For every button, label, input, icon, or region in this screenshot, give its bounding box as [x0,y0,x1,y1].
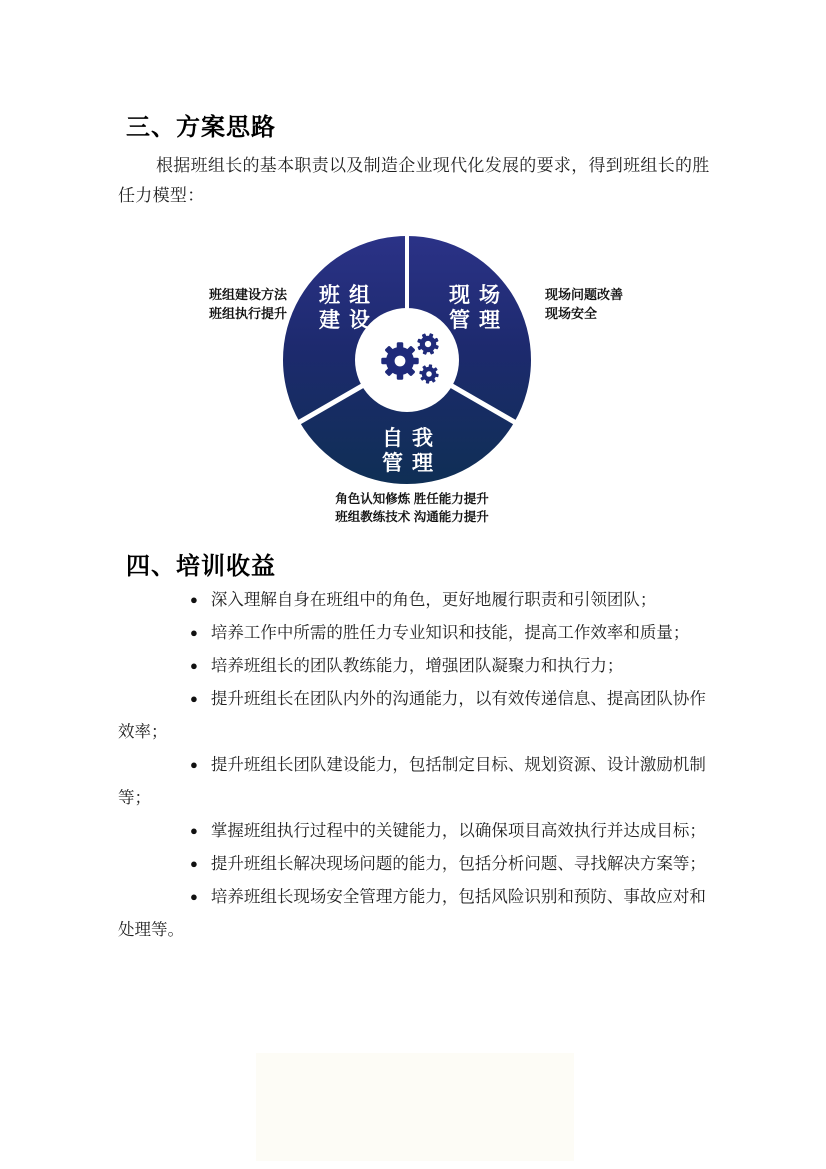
benefit-text: 培养班组长的团队教练能力，增强团队凝聚力和执行力； [210,657,624,675]
gear-large-icon [381,342,418,379]
benefit-text: 提升班组长团队建设能力，包括制定目标、规划资源、设计激励机制等； [118,756,706,807]
team-building-label-line1: 班组 [319,284,379,307]
team-building-side-label-line2: 班组执行提升 [208,306,287,321]
site-management-label-line1: 现场 [449,284,509,307]
site-management-side-label [545,285,623,323]
benefit-text: 掌握班组执行过程中的关键能力，以确保项目高效执行并达成目标； [210,822,706,840]
bullet-icon: ● [190,889,198,904]
list-item [118,881,714,947]
section3-heading: 三、方案思路 [126,114,276,141]
benefits-list [118,584,714,947]
site-management-label-line2: 管理 [449,309,509,332]
watermark [256,1053,574,1161]
self-management-caption-line2: 班组教练技术 沟通能力提升 [335,510,489,524]
self-management-label-line1: 自我 [382,427,442,450]
bullet-icon: ● [190,823,198,838]
section4-heading: 四、培训收益 [126,553,276,580]
benefit-text: 培养工作中所需的胜任力专业知识和技能，提高工作效率和质量； [210,624,690,642]
section3-paragraph: 根据班组长的基本职责以及制造企业现代化发展的要求，得到班组长的胜任力模型： [118,156,710,205]
list-item [118,584,714,617]
site-management-side-label-line2: 现场安全 [545,306,598,321]
list-item [118,617,714,650]
self-management-label-line2: 管理 [382,452,442,475]
self-management-caption-line1: 角色认知修炼 胜任能力提升 [335,492,489,506]
bullet-icon: ● [190,757,198,772]
list-item [118,848,714,881]
bullet-icon: ● [190,856,198,871]
benefit-text: 提升班组长在团队内外的沟通能力，以有效传递信息、提高团队协作效率； [118,690,706,741]
team-building-side-label [173,285,323,323]
benefit-text: 提升班组长解决现场问题的能力，包括分析问题、寻找解决方案等； [210,855,706,873]
list-item [118,683,714,749]
bullet-icon: ● [190,592,198,607]
team-building-label-line2: 建设 [319,309,379,332]
list-item [118,815,714,848]
competency-model-diagram [275,228,539,492]
list-item [118,650,714,683]
bullet-icon: ● [190,658,198,673]
benefit-text: 深入理解自身在班组中的角色，更好地履行职责和引领团队； [210,591,657,609]
team-building-side-label-line1: 班组建设方法 [208,287,287,302]
bullet-icon: ● [190,691,198,706]
list-item [118,749,714,815]
site-management-side-label-line1: 现场问题改善 [545,287,624,302]
self-management-caption [272,490,552,526]
benefit-text: 培养班组长现场安全管理方能力，包括风险识别和预防、事故应对和处理等。 [118,888,706,939]
bullet-icon: ● [190,625,198,640]
